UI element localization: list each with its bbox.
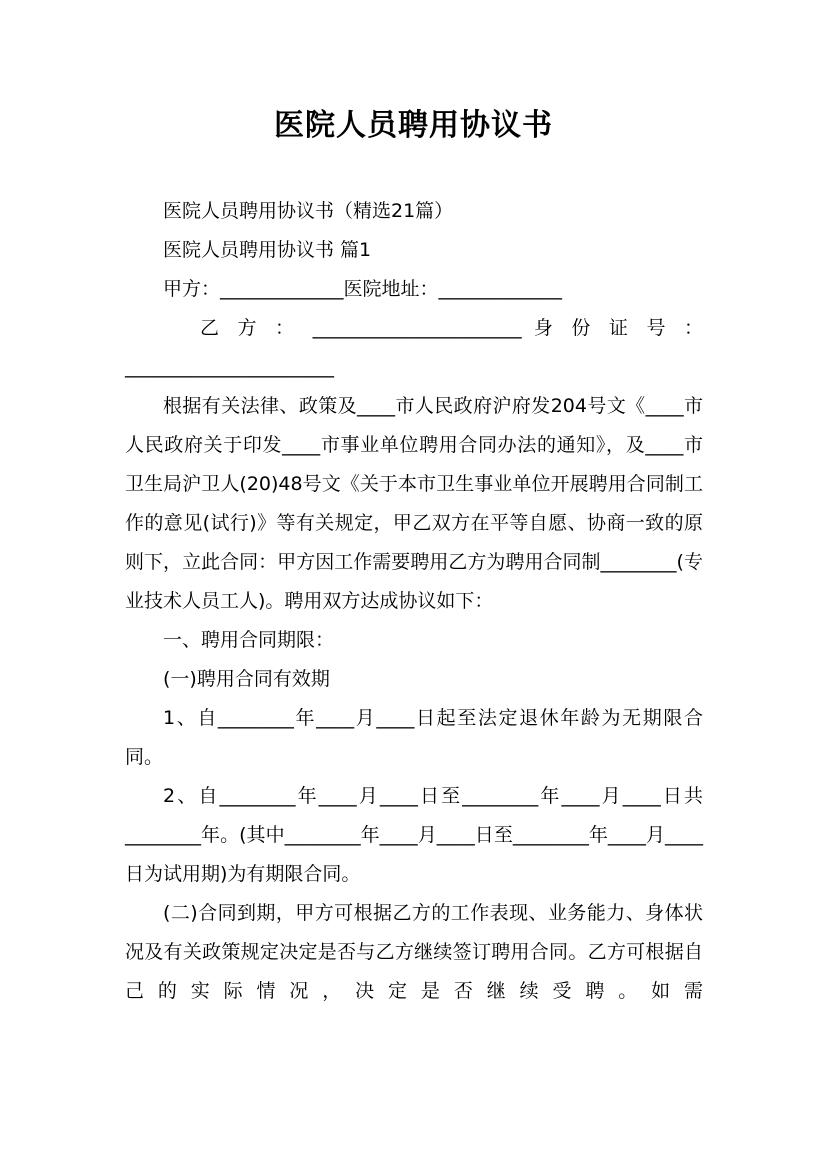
- paragraph-id-blank: ______________________: [125, 356, 334, 378]
- paragraph-validity-heading: (一)聘用合同有效期: [163, 668, 330, 690]
- paragraph-subtitle: 医院人员聘用协议书（精选21篇）: [163, 200, 454, 222]
- paragraph-term-heading: 一、聘用合同期限：: [163, 629, 335, 651]
- paragraph-legal-basis: 根据有关法律、政策及____市人民政府沪府发204号文《____市人民政府关于印发____市事业单位聘用合同办法的通知》，及____市卫生局沪卫人(20)48号文《关于本市卫生事业单位开展聘用合同制工作的意见(试行)》等有关规定，甲乙双方在平等自愿、协商一致的原则下，立此合同：甲方因工作需要聘用乙方为聘用合同制________(专业技术人员工人)。聘用双方达成协议如下：: [125, 395, 703, 612]
- paragraph-party-b: 乙 方 ： ______________________ 身 份 证 号 ：: [200, 317, 703, 339]
- paragraph-section-heading: 医院人员聘用协议书 篇1: [163, 239, 372, 261]
- document-title: 医院人员聘用协议书: [274, 108, 553, 143]
- paragraph-item-2: 2、自________年____月____日至________年____月____日共________年。(其中________年____月____日至________年____月____日为试用期)为有期限合同。: [125, 785, 703, 885]
- paragraph-item-1: 1、自________年____月____日起至法定退休年龄为无期限合同。: [125, 707, 703, 768]
- paragraph-expiry: (二)合同到期，甲方可根据乙方的工作表现、业务能力、身体状况及有关政策规定决定是否与乙方继续签订聘用合同。乙方可根据自己的实际情况，决定是否继续受聘。如需: [125, 902, 703, 1002]
- document-body: [125, 192, 703, 1011]
- paragraph-party-a: 甲方：_____________医院地址：_____________: [163, 278, 563, 300]
